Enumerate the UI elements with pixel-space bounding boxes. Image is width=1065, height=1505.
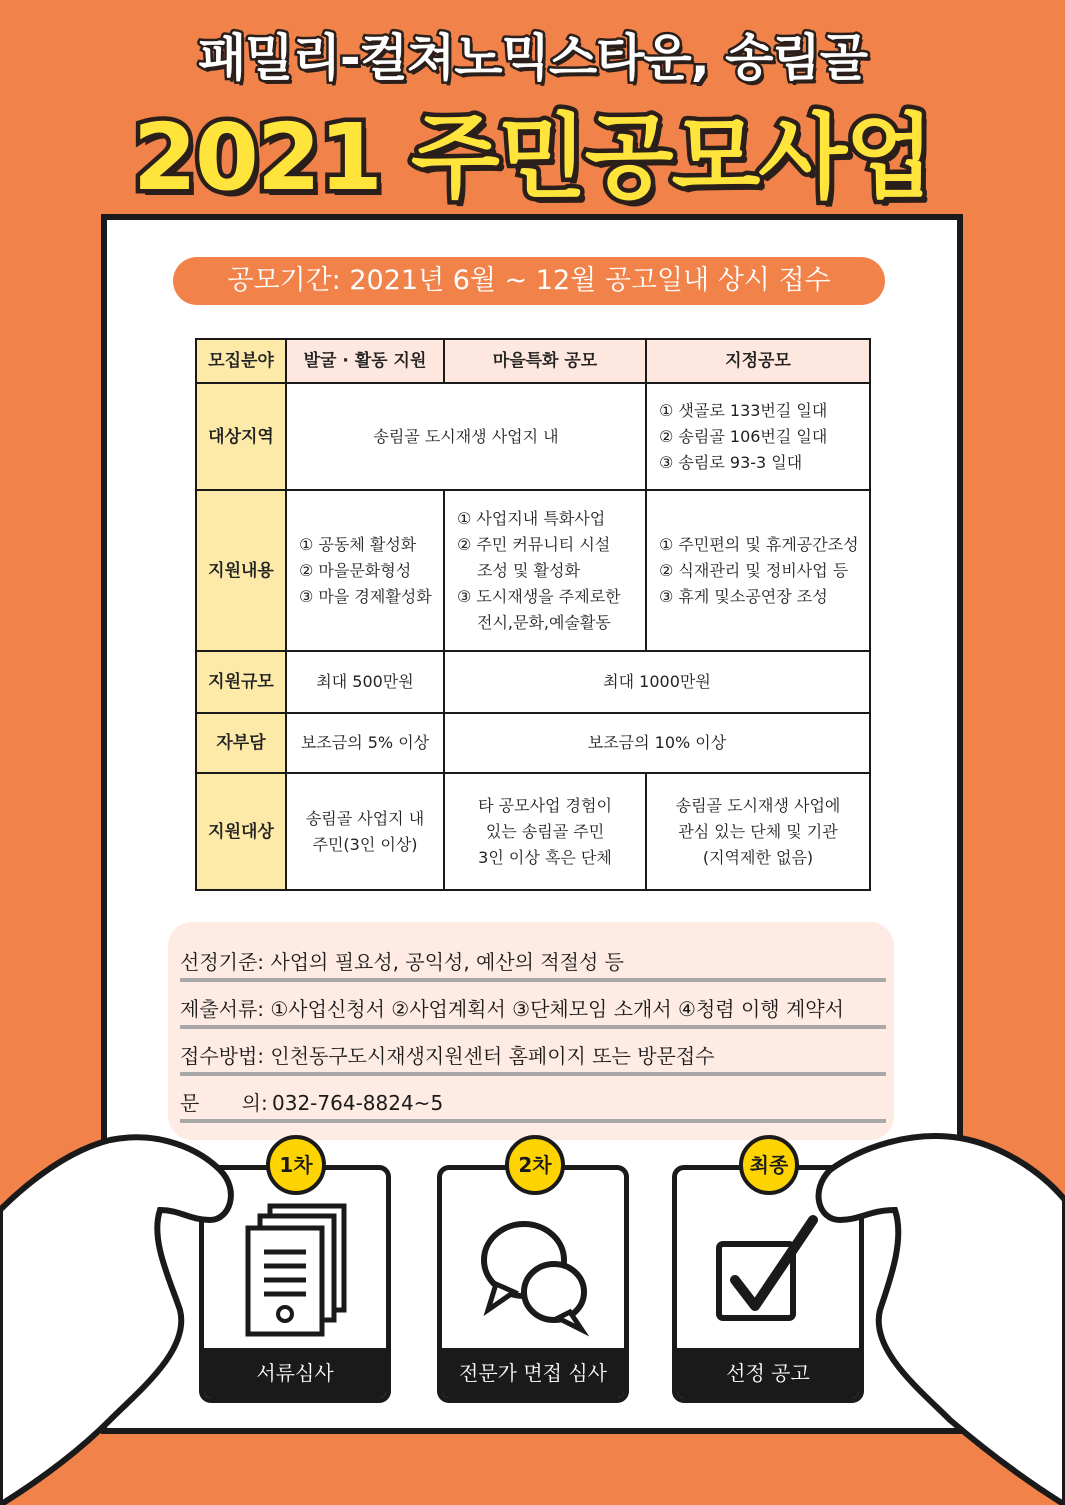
info-criteria: 선정기준: 사업의 필요성, 공익성, 예산의 적절성 등 bbox=[180, 944, 886, 982]
table-row bbox=[196, 490, 870, 651]
step-badge-final: 최종 bbox=[739, 1135, 799, 1195]
row-label-burden: 자부담 bbox=[196, 713, 286, 773]
info-documents: 제출서류: ①사업신청서 ②사업계획서 ③단체모임 소개서 ④청렴 이행 계약서 bbox=[180, 991, 886, 1029]
poster-title: 2021 주민공모사업 bbox=[132, 104, 933, 211]
cell-eligible-designated: 송림골 도시재생 사업에 관심 있는 단체 및 기관 (지역제한 없음) bbox=[646, 773, 870, 890]
period-banner: 공모기간: 2021년 6월 ~ 12월 공고일내 상시 접수 bbox=[173, 257, 885, 305]
row-label-target-area: 대상지역 bbox=[196, 383, 286, 490]
cell-target-area-designated: ① 샛골로 133번길 일대 ② 송림골 106번길 일대 ③ 송림로 93-3 일대 bbox=[646, 383, 870, 490]
info-method: 접수방법: 인천동구도시재생지원센터 홈페이지 또는 방문접수 bbox=[180, 1038, 886, 1076]
step-document-review bbox=[199, 1165, 391, 1403]
table-row bbox=[196, 773, 870, 890]
cell-scale-discover: 최대 500만원 bbox=[286, 651, 444, 713]
cell-scale-rest: 최대 1000만원 bbox=[444, 651, 870, 713]
info-contact bbox=[180, 1085, 886, 1123]
cell-content-designated: ① 주민편의 및 휴게공간조성 ② 식재관리 및 정비사업 등 ③ 휴게 및소공연장 조성 bbox=[646, 490, 870, 651]
cell-content-village: ① 사업지내 특화사업 ② 주민 커뮤니티 시설 조성 및 활성화 ③ 도시재생을 주제로한 전시,문화,예술활동 bbox=[444, 490, 646, 651]
step-label: 서류심사 bbox=[204, 1348, 386, 1398]
row-label-scale: 지원규모 bbox=[196, 651, 286, 713]
header-discover: 발굴 · 활동 지원 bbox=[286, 339, 444, 383]
step-badge-1: 1차 bbox=[266, 1135, 326, 1195]
table-row bbox=[196, 713, 870, 773]
header-category: 모집분야 bbox=[196, 339, 286, 383]
step-label: 선정 공고 bbox=[677, 1348, 859, 1398]
contact-value: 032-764-8824~5 bbox=[272, 1091, 444, 1115]
table-header-row bbox=[196, 339, 870, 383]
cell-content-discover: ① 공동체 활성화 ② 마을문화형성 ③ 마을 경제활성화 bbox=[286, 490, 444, 651]
step-label: 전문가 면접 심사 bbox=[442, 1348, 624, 1398]
table-row bbox=[196, 383, 870, 490]
cell-burden-discover: 보조금의 5% 이상 bbox=[286, 713, 444, 773]
cell-target-area-merged: 송림골 도시재생 사업지 내 bbox=[286, 383, 646, 490]
cell-burden-rest: 보조금의 10% 이상 bbox=[444, 713, 870, 773]
step-announcement bbox=[672, 1165, 864, 1403]
contact-label: 문 의: bbox=[180, 1091, 268, 1115]
cell-eligible-discover: 송림골 사업지 내 주민(3인 이상) bbox=[286, 773, 444, 890]
selection-steps bbox=[0, 1153, 1065, 1505]
header-designated: 지정공모 bbox=[646, 339, 870, 383]
cell-eligible-village: 타 공모사업 경험이 있는 송림골 주민 3인 이상 혹은 단체 bbox=[444, 773, 646, 890]
info-box bbox=[168, 922, 894, 1140]
row-label-eligible: 지원대상 bbox=[196, 773, 286, 890]
row-label-content: 지원내용 bbox=[196, 490, 286, 651]
header-village: 마을특화 공모 bbox=[444, 339, 646, 383]
table-row bbox=[196, 651, 870, 713]
recruit-table bbox=[195, 338, 871, 891]
step-interview bbox=[437, 1165, 629, 1403]
step-badge-2: 2차 bbox=[505, 1135, 565, 1195]
poster-subtitle: 패밀리-컬쳐노믹스타운, 송림골 bbox=[197, 29, 868, 87]
speech-bubbles-icon bbox=[478, 1200, 590, 1340]
checkbox-icon bbox=[713, 1200, 825, 1340]
document-stack-icon bbox=[240, 1200, 352, 1340]
